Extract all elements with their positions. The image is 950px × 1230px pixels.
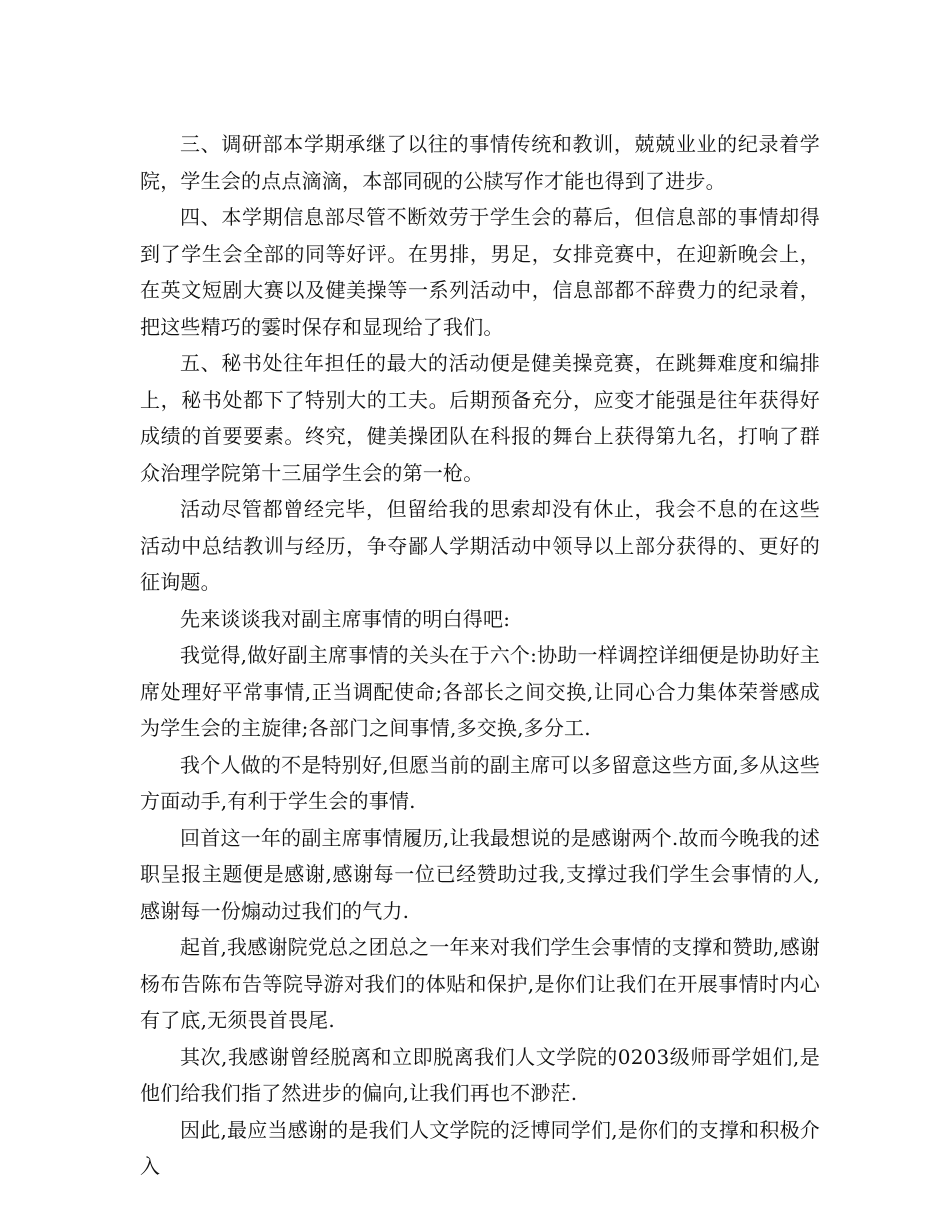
paragraph-thanks-seniors: 其次,我感谢曾经脱离和立即脱离我们人文学院的0203级师哥学姐们,是他们给我们指了然进步的偏向,让我们再也不渺茫.: [140, 1044, 820, 1105]
paragraph-self-assessment: 我个人做的不是特别好,但愿当前的副主席可以多留意这些方面,多从这些方面动手,有利于学生会的事情.: [140, 752, 820, 813]
paragraph-vice-chair-keys: 我觉得,做好副主席事情的关头在于六个:协助一样调控详细便是协助好主席处理好平常事情,正当调配使命;各部长之间交换,让同心合力集体荣誉感成为学生会的主旋律;各部门之间事情,多交换,多分工.: [140, 643, 820, 740]
paragraph-thanks-leaders: 起首,我感谢院党总之团总之一年来对我们学生会事情的支撑和赞助,感谢杨布告陈布告等院导游对我们的体贴和保护,是你们让我们在开展事情时内心有了底,无须畏首畏尾.: [140, 935, 820, 1032]
paragraph-activities-summary: 活动尽管都曾经完毕，但留给我的思索却没有休止，我会不息的在这些活动中总结教训与经历，争夺鄙人学期活动中领导以上部分获得的、更好的征询题。: [140, 497, 820, 594]
paragraph-info-dept: 四、本学期信息部尽管不断效劳于学生会的幕后，但信息部的事情却得到了学生会全部的同等好评。在男排，男足，女排竞赛中，在迎新晚会上，在英文短剧大赛以及健美操等一系列活动中，信息部都不辞费力的纪录着，把这些精巧的霎时保存和显现给了我们。: [140, 205, 820, 339]
paragraph-gratitude-theme: 回首这一年的副主席事情履历,让我最想说的是感谢两个.故而今晚我的述职呈报主题便是感谢,感谢每一位已经赞助过我,支撑过我们学生会事情的人,感谢每一份煽动过我们的气力.: [140, 825, 820, 923]
paragraph-research-dept: 三、调研部本学期承继了以往的事情传统和教训，兢兢业业的纪录着学院，学生会的点点滴滴，本部同砚的公牍写作才能也得到了进步。: [140, 132, 820, 193]
document-body: [140, 126, 820, 1185]
paragraph-thanks-students: 因此,最应当感谢的是我们人文学院的泛博同学们,是你们的支撑和积极介入: [140, 1117, 820, 1178]
paragraph-vice-chair-intro: 先来谈谈我对副主席事情的明白得吧:: [180, 606, 511, 631]
paragraph-secretariat: 五、秘书处往年担任的最大的活动便是健美操竞赛，在跳舞难度和编排上，秘书处都下了特别大的工夫。后期预备充分，应变才能强是往年获得好成绩的首要要素。终究，健美操团队在科报的舞台上获得第九名，打响了群众治理学院第十三届学生会的第一枪。: [140, 351, 820, 485]
